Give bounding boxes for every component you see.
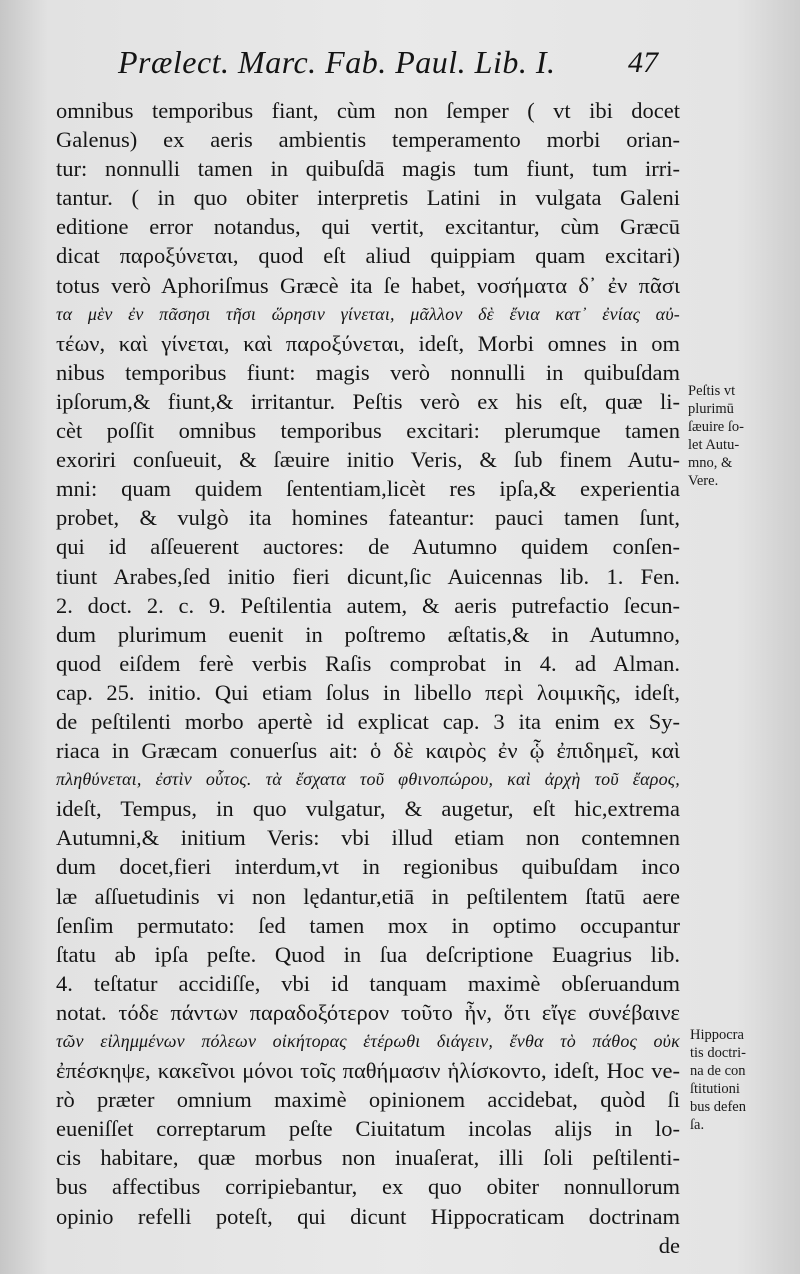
- note-line: Peſtis vt: [688, 383, 736, 399]
- text-line: ſtatu ab ipſa peſte. Quod in ſua deſcriptione Euagrius lib.: [56, 941, 680, 967]
- note-line: bus defen: [690, 1099, 746, 1115]
- text-line: dum plurimum euenit in poſtremo æſtatis,& in Autumno,: [56, 621, 680, 647]
- main-text-block: [56, 96, 680, 1260]
- page-number: 47: [628, 46, 658, 79]
- note-line: ſæuire ſo-: [688, 419, 744, 435]
- marginal-note-hippocratis: [690, 1026, 746, 1134]
- note-line: mno, &: [688, 455, 733, 471]
- text-line: riaca in Græcam conuerſus ait: ὁ δὲ καιρὸς ἐν ᾧ ἐπιδημεῖ, καὶ: [56, 738, 680, 764]
- marginal-note-pestis: [688, 382, 744, 490]
- text-line: 2. doct. 2. c. 9. Peſtilentia autem, & aeris putrefactio ſecun-: [56, 592, 680, 618]
- text-line: ipſorum,& fiunt,& irritantur. Peſtis verò ex his eſt, quæ li-: [56, 388, 680, 414]
- text-line: qui id aſſeuerent auctores: de Autumno quidem conſen-: [56, 534, 680, 560]
- note-line: ſa.: [690, 1117, 705, 1133]
- note-line: na de con: [690, 1063, 746, 1079]
- text-line: rò præter omnium maximè opinionem accidebat, quòd ſi: [56, 1087, 680, 1113]
- catchword: de: [658, 1232, 680, 1258]
- text-line: 4. teſtatur accidiſſe, vbi id tanquam maximè obſeruandum: [56, 970, 680, 996]
- text-line: quod eiſdem ferè verbis Raſis comprobat in 4. ad Alman.: [56, 650, 680, 676]
- text-line: dicat παροξύνεται, quod eſt aliud quippiam quam excitari): [56, 243, 680, 269]
- text-line: cis habitare, quæ morbus non inuaſerat, illi ſoli peſtilenti-: [56, 1145, 680, 1171]
- text-line: probet, & vulgò ita homines fateantur: pauci tamen ſunt,: [56, 505, 680, 531]
- text-line: cèt poſſit omnibus temporibus excitari: plerumque tamen: [56, 418, 680, 444]
- text-line: Galenus) ex aeris ambientis temperamento morbi orian-: [56, 127, 680, 153]
- note-line: let Autu-: [688, 437, 740, 453]
- text-line: totus verò Aphoriſmus Græcè ita ſe habet, νοσήματα δ᾽ ἐν πᾶσι: [56, 272, 680, 298]
- text-line: ideſt, Tempus, in quo vulgatur, & augetur, eſt hic,extrema: [56, 796, 680, 822]
- text-line: ſenſim permutato: ſed tamen mox in optimo occupantur: [56, 912, 680, 938]
- text-line: nibus temporibus fiunt: magis verò nonnulli in quibuſdam: [56, 359, 680, 385]
- greek-text-line: τα μὲν ἐν πᾶσησι τῆσι ὥρησιν γίνεται, μᾶλλον δὲ ἔνια κατ᾽ ἐνίας αὐ-: [56, 303, 680, 324]
- text-line: omnibus temporibus fiant, cùm non ſemper ( vt ibi docet: [56, 98, 680, 123]
- page-header: [118, 44, 658, 88]
- text-line: notat. τόδε πάντων παραδοξότερον τοῦτο ἦν, ὅτι εἴγε συνέβαινε: [56, 999, 680, 1025]
- text-line: tantur. ( in quo obiter interpretis Latini in vulgata Galeni: [56, 185, 680, 211]
- text-line: tur: nonnulli tamen in quibuſdā magis tum fiunt, tum irri-: [56, 156, 680, 182]
- text-line: τέων, καὶ γίνεται, καὶ παροξύνεται, ideſt, Morbi omnes in om: [56, 330, 680, 356]
- note-line: tis doctri-: [690, 1045, 746, 1061]
- text-line: eueniſſet correptarum peſte Ciuitatum incolas alijs in lo-: [56, 1116, 680, 1142]
- note-line: Vere.: [688, 473, 719, 489]
- note-line: plurimū: [688, 401, 734, 417]
- text-line: Autumni,& initium Veris: vbi illud etiam non contemnen: [56, 825, 680, 851]
- text-line: ἐπέσκηψε, κακεῖνοι μόνοι τοῖς παθήμασιν ἡλίσκοντο, ideſt, Hoc ve-: [56, 1058, 680, 1084]
- text-line: bus affectibus corripiebantur, ex quo obiter nonnullorum: [56, 1174, 680, 1200]
- text-line: cap. 25. initio. Qui etiam ſolus in libello περὶ λοιμικῆς, ideſt,: [56, 679, 680, 705]
- text-line: mni: quam quidem ſententiam,licèt res ipſa,& experientia: [56, 476, 680, 502]
- running-title: Prælect. Marc. Fab. Paul. Lib. I.: [118, 44, 556, 80]
- text-line: opinio refelli poteſt, qui dicunt Hippocraticam doctrinam: [56, 1203, 680, 1229]
- greek-text-line: πληθύνεται, ἐστὶν οὗτος. τὰ ἔσχατα τοῦ φθινοπώρου, καὶ ἀρχὴ τοῦ ἔαρος,: [56, 769, 680, 790]
- greek-text-line: τῶν εἰλημμένων πόλεων οἰκήτορας ἑτέρωθι διάγειν, ἔνθα τὸ πάθος οὐκ: [56, 1031, 680, 1051]
- note-line: Hippocra: [690, 1027, 744, 1043]
- text-line: tiunt Arabes,ſed initio fieri dicunt,ſic Auicennas lib. 1. Fen.: [56, 563, 680, 589]
- text-line: dum docet,fieri interdum,vt in regionibus quibuſdam inco: [56, 854, 680, 880]
- text-line: exoriri conſueuit, & ſæuire initio Veris, & ſub finem Autu-: [56, 447, 680, 473]
- text-line: de peſtilenti morbo apertè id explicat cap. 3 ita enim ex Sy-: [56, 708, 680, 734]
- text-line: læ aſſuetudinis vi non lędantur,etiā in peſtilentem ſtatū aere: [56, 883, 680, 909]
- text-line: editione error notandus, qui vertit, excitantur, cùm Græcū: [56, 214, 680, 240]
- note-line: ſtitutioni: [690, 1081, 740, 1097]
